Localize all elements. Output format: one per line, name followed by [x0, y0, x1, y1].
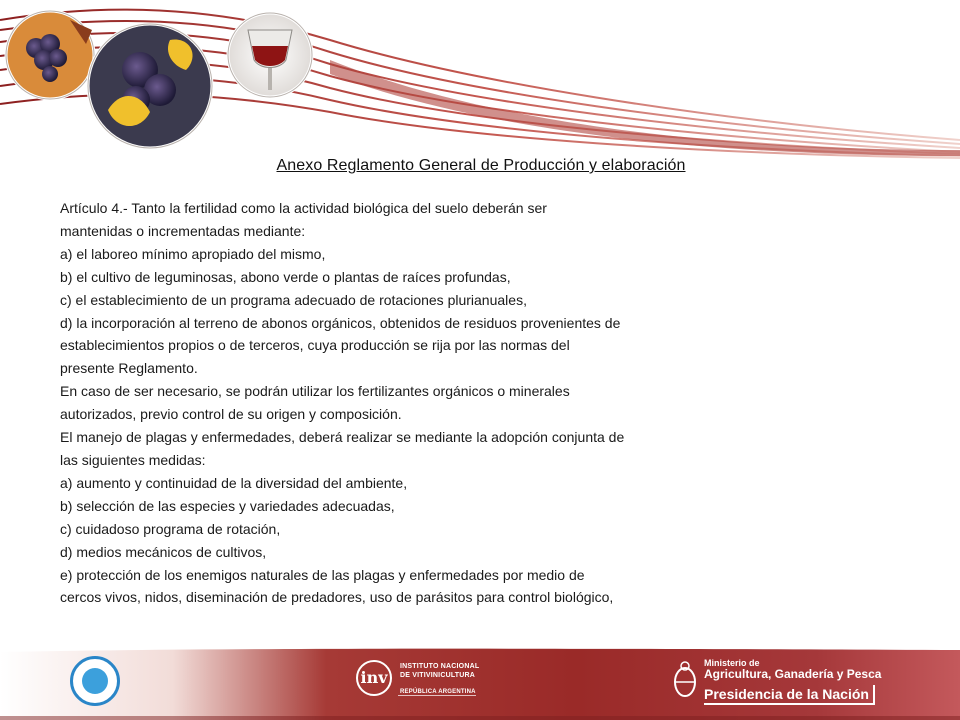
body-line: autorizados, previo control de su origen y composición. [60, 406, 402, 423]
inv-divider [398, 695, 476, 696]
footer [0, 648, 960, 720]
ministerio-line-1: Ministerio de [704, 658, 760, 668]
body-line: e) protección de los enemigos naturales de las plagas y enfermedades por medio de [60, 566, 585, 583]
body-line: establecimientos propios o de terceros, cuya producción se rija por las normas del [60, 337, 570, 354]
header-banner [0, 0, 960, 160]
inv-line-1: INSTITUTO NACIONAL [400, 663, 480, 670]
inv-logo: inv [356, 660, 392, 696]
inv-institution [400, 662, 479, 697]
body-line: b) selección de las especies y variedades adecuadas, [60, 497, 395, 514]
ministerio-line-3: Presidencia de la Nación [704, 685, 875, 705]
body-line: cercos vivos, nidos, diseminación de predadores, uso de parásitos para control biológico, [60, 589, 614, 606]
body-line: a) el laboreo mínimo apropiado del mismo, [60, 245, 326, 262]
grapes-photo-small [6, 11, 94, 99]
inv-line-2: DE VITIVINICULTURA [400, 672, 476, 679]
page-title [0, 157, 960, 175]
article-body [60, 197, 760, 609]
body-line: Artículo 4.- Tanto la fertilidad como la actividad biológica del suelo deberán ser [60, 200, 547, 216]
body-line: El manejo de plagas y enfermedades, deberá realizar se mediante la adopción conjunta de [60, 429, 625, 446]
argentina-emblem-icon [672, 658, 698, 702]
ministerio-block [704, 658, 881, 705]
body-line: c) el establecimiento de un programa adecuado de rotaciones plurianuales, [60, 291, 527, 308]
title-text: Anexo Reglamento General de Producción y elaboración [276, 157, 686, 174]
wine-glass-photo [228, 13, 312, 97]
body-line: a) aumento y continuidad de la diversidad del ambiente, [60, 474, 408, 491]
seal-center-icon [82, 668, 108, 694]
body-line: b) el cultivo de leguminosas, abono verde o plantas de raíces profundas, [60, 268, 511, 285]
body-line: presente Reglamento. [60, 360, 198, 377]
body-line: mantenidas o incrementadas mediante: [60, 222, 306, 239]
body-line: d) medios mecánicos de cultivos, [60, 543, 267, 560]
body-line: d) la incorporación al terreno de abonos orgánicos, obtenidos de residuos provenientes de [60, 314, 621, 331]
organic-seal-logo [70, 656, 120, 706]
harvest-photo [88, 24, 212, 148]
ministerio-line-2: Agricultura, Ganadería y Pesca [704, 667, 882, 681]
body-line: las siguientes medidas: [60, 451, 206, 468]
inv-line-3: REPÚBLICA ARGENTINA [400, 689, 476, 695]
body-line: c) cuidadoso programa de rotación, [60, 520, 281, 537]
body-line: En caso de ser necesario, se podrán utilizar los fertilizantes orgánicos o minerales [60, 383, 570, 400]
